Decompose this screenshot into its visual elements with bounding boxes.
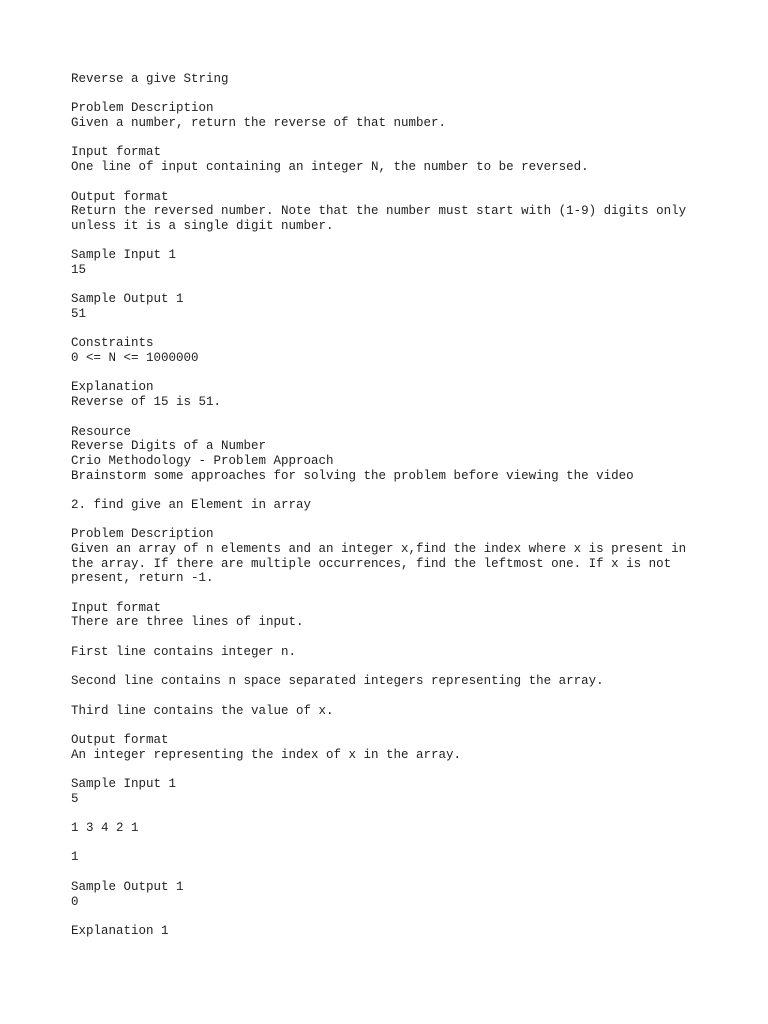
text-line: 2. find give an Element in array [71,497,312,512]
text-line: 15 [71,262,87,277]
text-line: 1 [71,850,79,865]
blank-line [71,175,751,190]
document-body [71,72,751,939]
text-line: Reverse of 15 is 51. [71,395,222,410]
text-line: There are three lines of input. [71,615,304,630]
blank-line [71,909,751,924]
text-line: Given a number, return the reverse of that number. [71,116,447,131]
text-line: One line of input containing an integer N, the number to be reversed. [71,160,589,175]
text-line: Crio Methodology - Problem Approach [71,453,334,468]
text-line: Explanation 1 [71,923,169,938]
text-line: An integer representing the index of x in the array. [71,747,462,762]
text-line: Sample Input 1 [71,777,177,791]
text-line: Sample Output 1 [71,879,184,894]
text-line: 1 3 4 2 1 [71,821,139,836]
text-line: Input format [71,600,162,615]
blank-line [71,322,751,337]
text-line: Problem Description [71,101,214,116]
blank-line [71,366,751,381]
blank-line [71,718,751,733]
text-line: First line contains integer n. [71,644,297,659]
blank-line [71,660,751,675]
text-line: Input format [71,145,162,160]
blank-line [71,806,751,821]
text-line: 0 <= N <= 1000000 [71,351,199,366]
blank-line [71,586,751,601]
text-line: Resource [71,424,132,439]
text-line: Reverse Digits of a Number [71,439,267,454]
blank-line [71,836,751,851]
text-line: Third line contains the value of x. [71,703,334,718]
text-line: 0 [71,894,79,909]
text-line: present, return -1. [71,571,214,586]
text-line: Reverse a give String [71,72,229,86]
text-line: 51 [71,307,87,321]
text-line: Second line contains n space separated integers representing the array. [71,674,604,689]
text-line: Problem Description [71,527,214,542]
text-line: Given an array of n elements and an integer x,find the index where x is present in [71,542,687,556]
blank-line [71,865,751,880]
blank-line [71,131,751,146]
text-line: the array. If there are multiple occurrences, find the leftmost one. If x is not [71,556,672,571]
text-line: Constraints [71,336,154,351]
blank-line [71,513,751,528]
text-line: Sample Output 1 [71,292,184,307]
blank-line [71,234,751,249]
blank-line [71,689,751,704]
text-line: Output format [71,189,169,204]
blank-line [71,278,751,293]
blank-line [71,762,751,777]
text-line: unless it is a single digit number. [71,218,334,233]
text-line: Explanation [71,380,154,395]
blank-line [71,87,751,102]
text-line: 5 [71,791,79,806]
text-line: Return the reversed number. Note that the number must start with (1-9) digits only [71,204,687,219]
text-line: Brainstorm some approaches for solving the problem before viewing the video [71,468,634,483]
text-line: Output format [71,732,169,747]
blank-line [71,483,751,498]
text-line: Sample Input 1 [71,248,177,263]
blank-line [71,410,751,425]
blank-line [71,630,751,645]
